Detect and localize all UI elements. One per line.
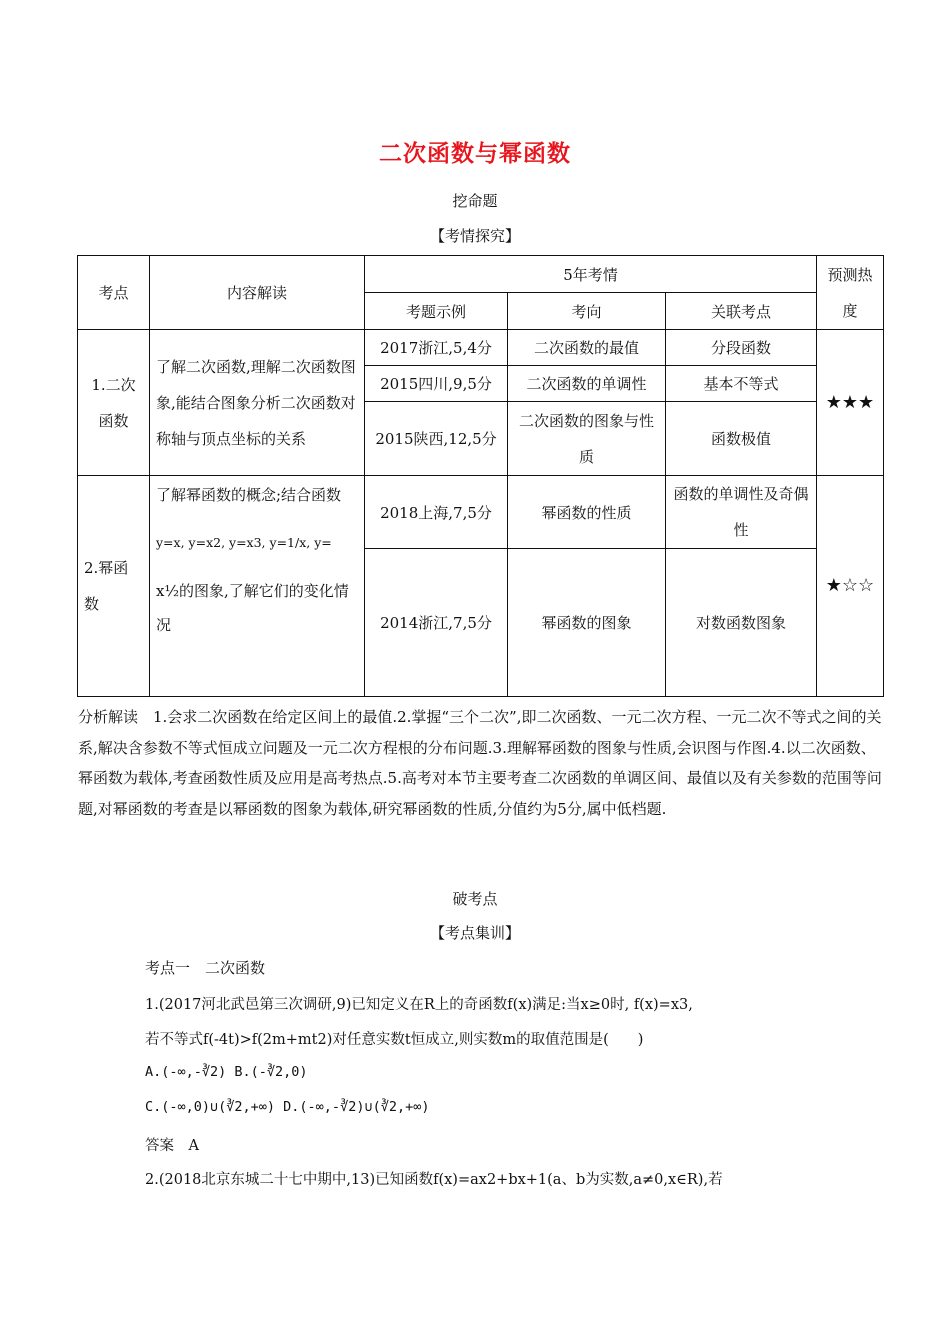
section-heading-pokaodian: 破考点 <box>452 890 498 908</box>
header-shili: 考题示例 <box>365 293 508 330</box>
table-cell: 2014浙江,7,5分 <box>365 549 508 697</box>
question1-options-ab: A.(-∞,-∛2) B.(-∛2,0) <box>145 1064 308 1080</box>
section-heading-wamingti: 挖命题 <box>452 192 498 210</box>
table-cell: 幂函数的性质 <box>508 476 666 549</box>
exam-analysis-table <box>77 255 884 697</box>
row2-neirong-c: x½的图象,了解它们的变化情况 <box>156 582 349 634</box>
table-cell: 2015陕西,12,5分 <box>365 402 508 476</box>
row2-kaodian: 2.幂函数 <box>78 476 150 697</box>
row2-neirong-a: 了解幂函数的概念;结合函数 <box>156 486 342 504</box>
table-cell: 二次函数的最值 <box>508 330 666 366</box>
table-cell: 对数函数图象 <box>666 549 817 697</box>
row2-neirong-b: y=x, y=x2, y=x3, y=1/x, y= <box>156 535 332 550</box>
table-cell: 二次函数的单调性 <box>508 366 666 402</box>
header-guanlian: 关联考点 <box>666 293 817 330</box>
question1-options-cd: C.(-∞,0)∪(∛2,+∞) D.(-∞,-∛2)∪(∛2,+∞) <box>145 1099 430 1115</box>
table-cell: 幂函数的图象 <box>508 549 666 697</box>
analysis-paragraph: 分析解读 1.会求二次函数在给定区间上的最值.2.掌握“三个二次”,即二次函数、一元二次方程、一元二次不等式之间的关系,解决含参数不等式恒成立问题及一元二次方程根的分布问题.3.理解幂函数的图象与性质,会识图与作图.4.以二次函数、幂函数为载体,考查函数性质及应用是高考热点.5.高考对本节主要考查二次函数的单调区间、最值以及有关参数的范围等问题,对幂函数的考查是以幂函数的图象为载体,研究幂函数的性质,分值约为5分,属中低档题. <box>78 708 882 818</box>
header-yuce: 预测热度 <box>817 256 884 330</box>
table-cell: 基本不等式 <box>666 366 817 402</box>
header-kaoxiang: 考向 <box>508 293 666 330</box>
question1-line2: 若不等式f(-4t)>f(2m+mt2)对任意实数t恒成立,则实数m的取值范围是( ) <box>145 1032 644 1048</box>
table-cell: 分段函数 <box>666 330 817 366</box>
row1-stars: ★★★ <box>817 330 884 476</box>
table-cell: 函数极值 <box>666 402 817 476</box>
header-neirong: 内容解读 <box>150 256 365 330</box>
question1-line1: 1.(2017河北武邑第三次调研,9)已知定义在R上的奇函数f(x)满足:当x≥0时, f(x)=x3, <box>145 997 693 1013</box>
header-kaodian: 考点 <box>78 256 150 330</box>
table-cell: 2015四川,9,5分 <box>365 366 508 402</box>
page-title: 二次函数与幂函数 <box>379 140 571 167</box>
table-cell: 2017浙江,5,4分 <box>365 330 508 366</box>
row2-neirong <box>150 476 365 697</box>
table-cell: 2018上海,7,5分 <box>365 476 508 549</box>
table-cell: 二次函数的图象与性质 <box>508 402 666 476</box>
row1-neirong: 了解二次函数,理解二次函数图象,能结合图象分析二次函数对称轴与顶点坐标的关系 <box>150 330 365 476</box>
question2-line1: 2.(2018北京东城二十七中期中,13)已知函数f(x)=ax2+bx+1(a、b为实数,a≠0,x∈R),若 <box>145 1172 723 1188</box>
subsection-heading-kaoqing: 【考情探究】 <box>429 227 520 245</box>
subsection-heading-jixun: 【考点集训】 <box>429 924 520 942</box>
table-cell: 函数的单调性及奇偶性 <box>666 476 817 549</box>
row2-stars: ★☆☆ <box>817 476 884 697</box>
row1-kaodian: 1.二次函数 <box>78 330 150 476</box>
header-5nian: 5年考情 <box>365 256 817 293</box>
kaodian-heading: 考点一 二次函数 <box>145 959 266 977</box>
question1-answer: 答案 A <box>145 1138 199 1154</box>
